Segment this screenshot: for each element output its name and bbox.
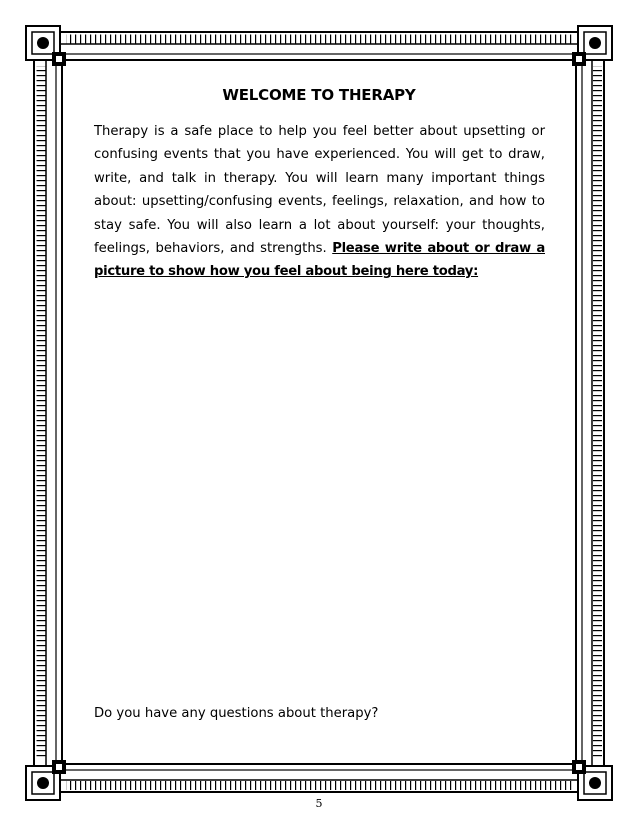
right-border-ticks <box>593 66 602 760</box>
page-title: WELCOME TO THERAPY <box>222 86 416 104</box>
intro-paragraph <box>94 120 545 284</box>
top-border-ticks <box>66 35 572 44</box>
page-number: 5 <box>315 797 323 810</box>
corner-ornament-top-left <box>26 26 66 66</box>
corner-ornament-top-right <box>572 26 612 66</box>
writing-prompt: Please write about or draw a picture to show how you feel about being here today: <box>94 241 545 280</box>
left-border-ticks <box>37 66 46 760</box>
corner-ornament-bottom-left <box>26 760 66 800</box>
closing-question: Do you have any questions about therapy? <box>94 706 379 721</box>
bottom-border-ticks <box>66 781 572 790</box>
intro-text: Therapy is a safe place to help you feel better about upsetting or confusing events that you have experienced. You will get to draw, write, and talk in therapy. You will learn many important things about: upsetting/confusing events, feelings, relaxation, and how to stay safe. You will also learn a lot about yourself: your thoughts, feelings, behaviors, and strengths. <box>94 124 545 257</box>
corner-ornament-bottom-right <box>572 760 612 800</box>
